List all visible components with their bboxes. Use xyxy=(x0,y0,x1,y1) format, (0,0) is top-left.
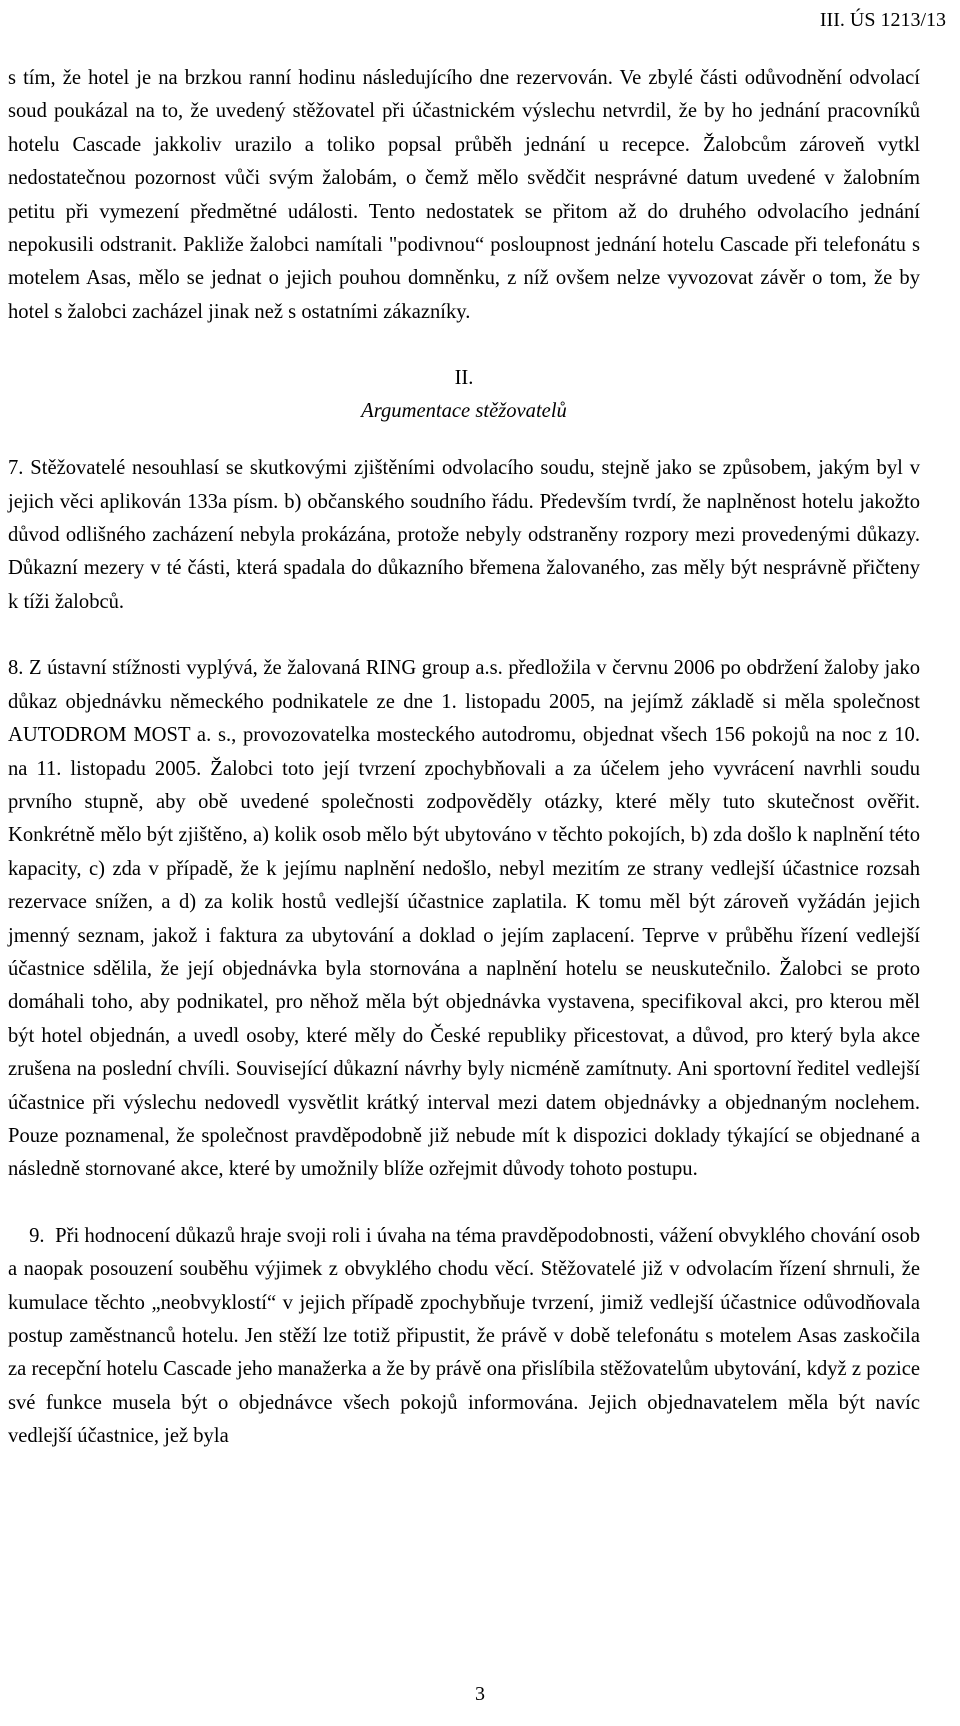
paragraph-9 xyxy=(8,1220,920,1454)
paragraph-7 xyxy=(8,452,920,619)
page-number: 3 xyxy=(475,1683,485,1705)
paragraph-8-number: 8. xyxy=(8,657,24,680)
document-body xyxy=(8,62,920,1454)
case-number-header: III. ÚS 1213/13 xyxy=(819,9,946,31)
paragraph-7-text: Stěžovatelé nesouhlasí se skutkovými zjištěními odvolacího soudu, stejně jako se způsobem, jakým byl v jejich věci aplikován 133a písm. b) občanského soudního řádu. Především tvrdí, že naplněnost hotelu jakožto důvod odlišného zacházení nebyla prokázána, protože nebyly odstraněny rozpory mezi provedenými důkazy. Důkazní mezery v té části, která spadala do důkazního břemena žalovaného, zas měly být nesprávně přičteny k tíži žalobců. xyxy=(8,457,920,613)
paragraph-9-text: Při hodnocení důkazů hraje svoji roli i úvaha na téma pravděpodobnosti, vážení obvyklého chování osob a naopak posouzení souběhu výjimek z obvyklého chodu věcí. Stěžovatelé již v odvolacím řízení shrnuli, že kumulace těchto „neobvyklostí“ v jejich případě zpochybňuje tvrzení, jimiž vedlejší účastnice odůvodňovala postup zaměstnanců hotelu. Jen stěží lze totiž připustit, že právě v době telefonátu s motelem Asas zaskočila za recepční hotelu Cascade jeho manažerka a že by právě ona přislíbila stěžovatelům ubytování, když z pozice své funkce musela být o objednávce všech pokojů informována. Jejich objednavatelem měla být navíc vedlejší účastnice, jež byla xyxy=(8,1224,920,1448)
section-roman-numeral: II. xyxy=(454,367,474,390)
paragraph-9-number: 9. xyxy=(29,1224,45,1247)
paragraph-8 xyxy=(8,652,920,1187)
paragraph-intro: s tím, že hotel je na brzkou ranní hodinu následujícího dne rezervován. Ve zbylé části odůvodnění odvolací soud poukázal na to, že uvedený stěžovatel při účastnickém výslechu netvrdil, že by ho jednání pracovníků hotelu Cascade jakkoliv urazilo a toliko popsal průběh jednání u recepce. Žalobcům zároveň vytkl nedostatečnou pozornost vůči svým žalobám, o čemž mělo svědčit nesprávné datum uvedené v žalobním petitu při vymezení předmětné události. Tento nedostatek se přitom až do druhého odvolacího jednání nepokusili odstranit. Pakliže žalobci namítali "podivnou“ posloupnost jednání hotelu Cascade při telefonátu s motelem Asas, mělo se jednat o jejich pouhou domněnku, z níž ovšem nelze vyvozovat závěr o tom, že by hotel s žalobci zacházel jinak než s ostatními zákazníky. xyxy=(8,67,920,323)
paragraph-7-number: 7. xyxy=(8,457,24,480)
section-heading xyxy=(8,362,920,428)
paragraph-8-text: Z ústavní stížnosti vyplývá, že žalovaná RING group a.s. předložila v červnu 2006 po obdržení žaloby jako důkaz objednávku německého podnikatele ze dne 1. listopadu 2005, na jejímž základě si měla společnost AUTODROM MOST a. s., provozovatelka mosteckého autodromu, objednat všech 156 pokojů na noc z 10. na 11. listopadu 2005. Žalobci toto její tvrzení zpochybňovali a za účelem jeho vyvrácení navrhli soudu prvního stupně, aby obě uvedené společnosti zodpověděly otázky, které měly tuto skutečnost ověřit. Konkrétně mělo být zjištěno, a) kolik osob mělo být ubytováno v těchto pokojích, b) zda došlo k naplnění této kapacity, c) zda v případě, že k jejímu naplnění nedošlo, nebyl mezitím ze strany vedlejší účastnice rozsah rezervace snížen, a d) za kolik hostů vedlejší účastnice zaplatila. K tomu měl být zároveň vyžádán jejich jmenný seznam, jakož i faktura za ubytování a doklad o jejím zaplacení. Teprve v průběhu řízení vedlejší účastnice sdělila, že její objednávka byla stornována a naplnění hotelu se neuskutečnilo. Žalobci se proto domáhali toho, aby podnikatel, pro něhož měla být objednávka vystavena, specifikoval akci, pro kterou měl být hotel objednán, a uvedl osoby, které měly do České republiky přicestovat, a důvod, pro který byla akce zrušena na poslední chvíli. Související důkazní návrhy byly nicméně zamítnuty. Ani sportovní ředitel vedlejší účastnice při výslechu nedovedl vysvětlit krátký interval mezi datem objednávky a objednaným noclehem. Pouze poznamenal, že společnost pravděpodobně již nebude mít k dispozici doklady týkající se objednané a následně stornované akce, které by umožnily blíže ozřejmit důvody tohoto postupu. xyxy=(8,657,920,1181)
section-title: Argumentace stěžovatelů xyxy=(361,400,567,423)
